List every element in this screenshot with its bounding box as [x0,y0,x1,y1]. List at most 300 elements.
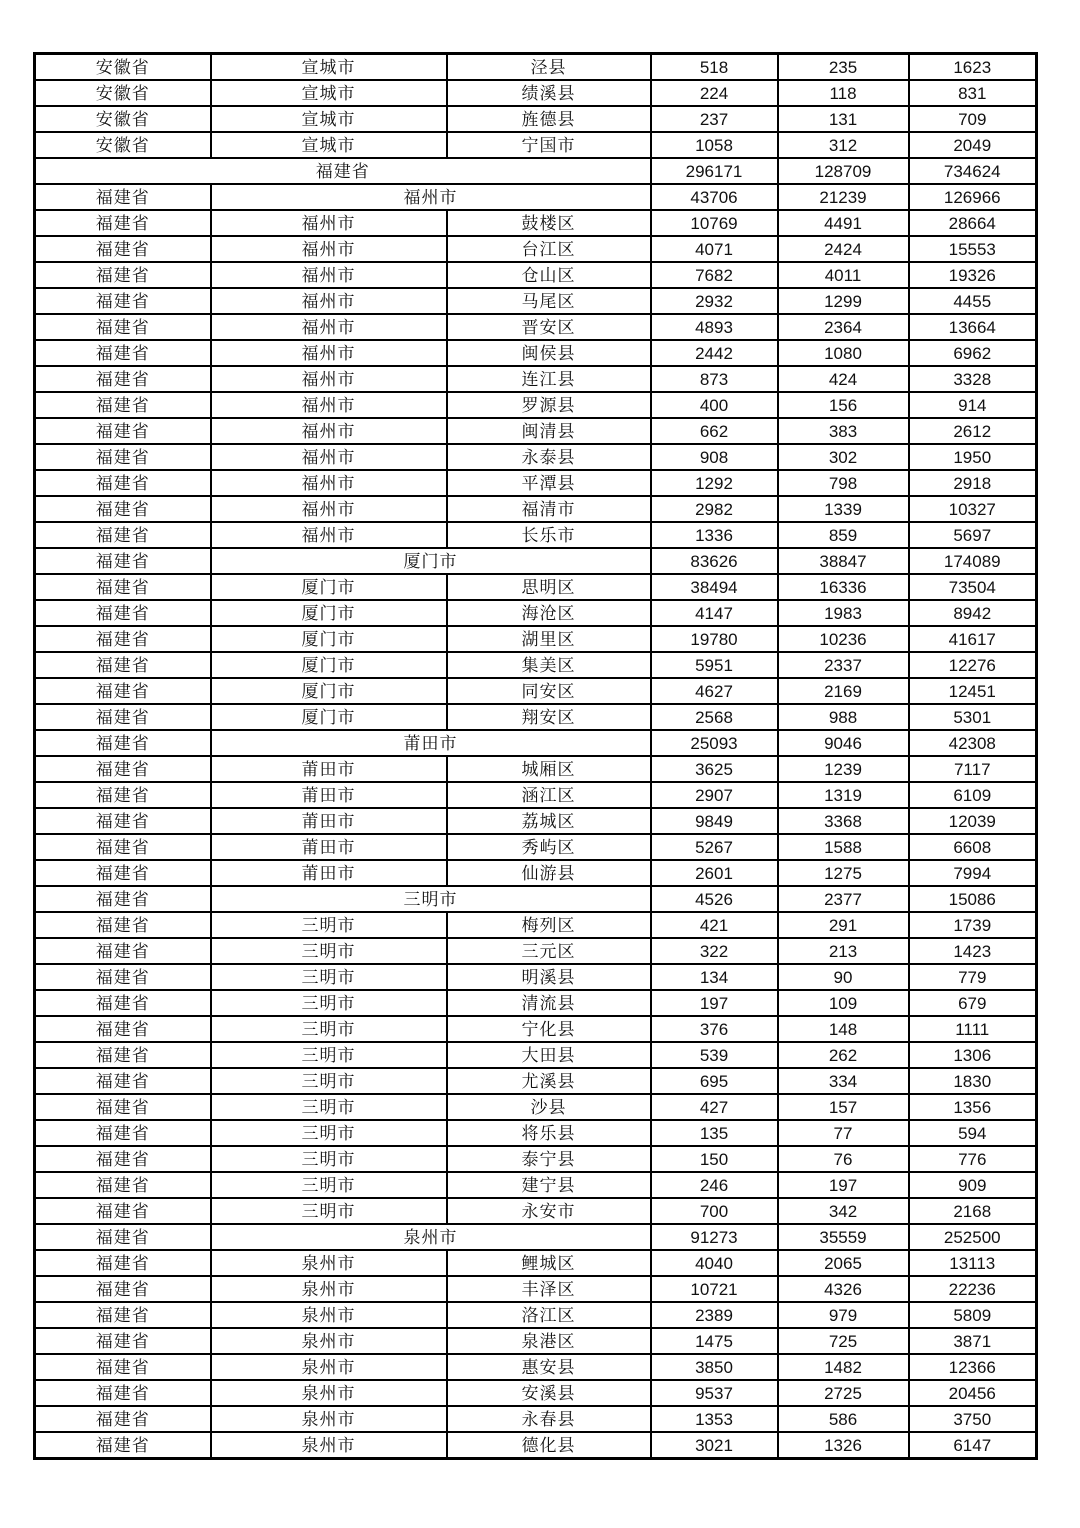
province-cell: 福建省 [35,210,211,236]
province-cell: 福建省 [35,912,211,938]
district-cell: 仙游县 [447,860,651,886]
value-cell: 1950 [909,444,1037,470]
value-cell: 10236 [778,626,909,652]
value-cell: 1239 [778,756,909,782]
province-cell: 福建省 [35,1120,211,1146]
province-cell: 福建省 [35,1146,211,1172]
city-cell: 泉州市 [211,1380,447,1406]
value-cell: 1292 [651,470,778,496]
province-cell: 福建省 [35,834,211,860]
district-cell: 闽侯县 [447,340,651,366]
city-cell: 三明市 [211,1042,447,1068]
province-cell: 福建省 [35,548,211,574]
table-row [35,782,1037,808]
value-cell: 776 [909,1146,1037,1172]
value-cell: 237 [651,106,778,132]
district-cell: 大田县 [447,1042,651,1068]
value-cell: 1588 [778,834,909,860]
district-cell: 仓山区 [447,262,651,288]
city-cell: 福州市 [211,210,447,236]
value-cell: 12451 [909,678,1037,704]
value-cell: 38494 [651,574,778,600]
district-cell: 集美区 [447,652,651,678]
district-cell: 泰宁县 [447,1146,651,1172]
value-cell: 135 [651,1120,778,1146]
province-cell: 福建省 [35,1276,211,1302]
value-cell: 1353 [651,1406,778,1432]
district-cell: 长乐市 [447,522,651,548]
province-cell: 福建省 [35,444,211,470]
value-cell: 2049 [909,132,1037,158]
province-cell: 福建省 [35,652,211,678]
value-cell: 12276 [909,652,1037,678]
value-cell: 91273 [651,1224,778,1250]
value-cell: 1623 [909,54,1037,81]
province-cell: 福建省 [35,678,211,704]
table-row [35,678,1037,704]
table-row [35,938,1037,964]
city-cell: 宣城市 [211,54,447,81]
value-cell: 157 [778,1094,909,1120]
value-cell: 873 [651,366,778,392]
value-cell: 376 [651,1016,778,1042]
table-row [35,886,1037,912]
table-row [35,1250,1037,1276]
value-cell: 252500 [909,1224,1037,1250]
value-cell: 5951 [651,652,778,678]
district-cell: 清流县 [447,990,651,1016]
table-row [35,964,1037,990]
district-cell: 宁国市 [447,132,651,158]
value-cell: 427 [651,1094,778,1120]
value-cell: 16336 [778,574,909,600]
table-row [35,1198,1037,1224]
value-cell: 709 [909,106,1037,132]
value-cell: 312 [778,132,909,158]
value-cell: 1423 [909,938,1037,964]
province-cell: 福建省 [35,1380,211,1406]
value-cell: 3750 [909,1406,1037,1432]
value-cell: 4455 [909,288,1037,314]
value-cell: 383 [778,418,909,444]
province-cell: 福建省 [35,262,211,288]
district-cell: 旌德县 [447,106,651,132]
district-cell: 湖里区 [447,626,651,652]
value-cell: 2337 [778,652,909,678]
value-cell: 2168 [909,1198,1037,1224]
table-row [35,756,1037,782]
value-cell: 20456 [909,1380,1037,1406]
district-cell: 马尾区 [447,288,651,314]
district-cell: 闽清县 [447,418,651,444]
value-cell: 909 [909,1172,1037,1198]
value-cell: 90 [778,964,909,990]
table-row [35,1354,1037,1380]
value-cell: 2982 [651,496,778,522]
city-total-cell: 莆田市 [211,730,651,756]
value-cell: 174089 [909,548,1037,574]
table-row [35,600,1037,626]
city-cell: 泉州市 [211,1406,447,1432]
value-cell: 25093 [651,730,778,756]
table-row [35,808,1037,834]
value-cell: 9537 [651,1380,778,1406]
value-cell: 5697 [909,522,1037,548]
city-cell: 福州市 [211,496,447,522]
value-cell: 4627 [651,678,778,704]
province-cell: 福建省 [35,938,211,964]
table-row [35,1016,1037,1042]
city-cell: 莆田市 [211,782,447,808]
value-cell: 1111 [909,1016,1037,1042]
value-cell: 4526 [651,886,778,912]
city-cell: 三明市 [211,990,447,1016]
table-row [35,730,1037,756]
district-cell: 泾县 [447,54,651,81]
table-row [35,132,1037,158]
city-cell: 福州市 [211,418,447,444]
table-row [35,990,1037,1016]
province-cell: 福建省 [35,756,211,782]
value-cell: 3850 [651,1354,778,1380]
value-cell: 302 [778,444,909,470]
province-cell: 福建省 [35,1172,211,1198]
province-cell: 福建省 [35,418,211,444]
city-cell: 三明市 [211,1068,447,1094]
province-total-cell: 福建省 [35,158,651,184]
value-cell: 19780 [651,626,778,652]
value-cell: 41617 [909,626,1037,652]
table-row [35,470,1037,496]
value-cell: 197 [651,990,778,1016]
district-cell: 梅列区 [447,912,651,938]
value-cell: 2377 [778,886,909,912]
district-cell: 永安市 [447,1198,651,1224]
value-cell: 5267 [651,834,778,860]
table-row [35,834,1037,860]
value-cell: 2389 [651,1302,778,1328]
table-row [35,1120,1037,1146]
city-cell: 福州市 [211,288,447,314]
value-cell: 15553 [909,236,1037,262]
value-cell: 246 [651,1172,778,1198]
value-cell: 988 [778,704,909,730]
table-row [35,1224,1037,1250]
table-row [35,1042,1037,1068]
district-cell: 德化县 [447,1432,651,1459]
district-cell: 惠安县 [447,1354,651,1380]
city-cell: 厦门市 [211,626,447,652]
district-cell: 将乐县 [447,1120,651,1146]
province-cell: 福建省 [35,1094,211,1120]
table-row [35,444,1037,470]
province-cell: 安徽省 [35,80,211,106]
value-cell: 2601 [651,860,778,886]
value-cell: 2918 [909,470,1037,496]
table-row [35,1068,1037,1094]
value-cell: 1983 [778,600,909,626]
city-cell: 宣城市 [211,106,447,132]
district-cell: 鼓楼区 [447,210,651,236]
province-cell: 福建省 [35,1406,211,1432]
city-cell: 福州市 [211,392,447,418]
value-cell: 1319 [778,782,909,808]
value-cell: 4071 [651,236,778,262]
value-cell: 662 [651,418,778,444]
province-cell: 安徽省 [35,106,211,132]
province-cell: 福建省 [35,1354,211,1380]
value-cell: 4893 [651,314,778,340]
district-cell: 三元区 [447,938,651,964]
city-cell: 三明市 [211,1094,447,1120]
province-cell: 福建省 [35,1224,211,1250]
value-cell: 156 [778,392,909,418]
province-cell: 福建省 [35,366,211,392]
value-cell: 22236 [909,1276,1037,1302]
district-cell: 丰泽区 [447,1276,651,1302]
table-row [35,1328,1037,1354]
value-cell: 235 [778,54,909,81]
value-cell: 4491 [778,210,909,236]
table-row [35,54,1037,81]
value-cell: 10327 [909,496,1037,522]
district-cell: 宁化县 [447,1016,651,1042]
value-cell: 914 [909,392,1037,418]
value-cell: 1475 [651,1328,778,1354]
city-total-cell: 福州市 [211,184,651,210]
value-cell: 586 [778,1406,909,1432]
province-cell: 福建省 [35,600,211,626]
value-cell: 831 [909,80,1037,106]
value-cell: 424 [778,366,909,392]
value-cell: 83626 [651,548,778,574]
value-cell: 1275 [778,860,909,886]
value-cell: 213 [778,938,909,964]
province-cell: 福建省 [35,964,211,990]
district-cell: 罗源县 [447,392,651,418]
province-cell: 福建省 [35,1068,211,1094]
value-cell: 3328 [909,366,1037,392]
value-cell: 13664 [909,314,1037,340]
value-cell: 10721 [651,1276,778,1302]
city-cell: 福州市 [211,444,447,470]
value-cell: 3871 [909,1328,1037,1354]
city-cell: 三明市 [211,964,447,990]
table-row [35,236,1037,262]
table-row [35,912,1037,938]
table-row [35,1146,1037,1172]
table-row [35,652,1037,678]
value-cell: 908 [651,444,778,470]
province-cell: 福建省 [35,1042,211,1068]
value-cell: 150 [651,1146,778,1172]
value-cell: 73504 [909,574,1037,600]
province-cell: 福建省 [35,1432,211,1459]
province-cell: 福建省 [35,730,211,756]
value-cell: 77 [778,1120,909,1146]
city-cell: 莆田市 [211,808,447,834]
district-cell: 福清市 [447,496,651,522]
value-cell: 38847 [778,548,909,574]
value-cell: 131 [778,106,909,132]
province-cell: 福建省 [35,1302,211,1328]
city-cell: 莆田市 [211,756,447,782]
value-cell: 2364 [778,314,909,340]
city-cell: 泉州市 [211,1354,447,1380]
city-cell: 三明市 [211,1146,447,1172]
value-cell: 3021 [651,1432,778,1459]
value-cell: 2907 [651,782,778,808]
value-cell: 1339 [778,496,909,522]
value-cell: 342 [778,1198,909,1224]
province-cell: 福建省 [35,184,211,210]
value-cell: 421 [651,912,778,938]
province-cell: 安徽省 [35,132,211,158]
value-cell: 5301 [909,704,1037,730]
table-row [35,626,1037,652]
value-cell: 779 [909,964,1037,990]
district-cell: 鲤城区 [447,1250,651,1276]
table-row [35,1406,1037,1432]
value-cell: 4011 [778,262,909,288]
district-cell: 安溪县 [447,1380,651,1406]
province-cell: 福建省 [35,574,211,600]
value-cell: 4326 [778,1276,909,1302]
value-cell: 19326 [909,262,1037,288]
value-cell: 1739 [909,912,1037,938]
table-row [35,548,1037,574]
city-cell: 福州市 [211,470,447,496]
value-cell: 7117 [909,756,1037,782]
city-total-cell: 厦门市 [211,548,651,574]
district-cell: 城厢区 [447,756,651,782]
city-total-cell: 三明市 [211,886,651,912]
value-cell: 3368 [778,808,909,834]
city-cell: 泉州市 [211,1328,447,1354]
table-row [35,314,1037,340]
city-cell: 厦门市 [211,574,447,600]
province-cell: 福建省 [35,1198,211,1224]
table-row [35,340,1037,366]
district-cell: 晋安区 [447,314,651,340]
district-cell: 洛江区 [447,1302,651,1328]
value-cell: 334 [778,1068,909,1094]
value-cell: 6608 [909,834,1037,860]
table-row [35,704,1037,730]
city-cell: 厦门市 [211,652,447,678]
value-cell: 5809 [909,1302,1037,1328]
province-cell: 福建省 [35,340,211,366]
city-cell: 泉州市 [211,1432,447,1459]
province-cell: 福建省 [35,1250,211,1276]
value-cell: 109 [778,990,909,1016]
table-row [35,574,1037,600]
value-cell: 21239 [778,184,909,210]
province-cell: 福建省 [35,704,211,730]
city-cell: 福州市 [211,314,447,340]
table-row [35,80,1037,106]
district-cell: 绩溪县 [447,80,651,106]
value-cell: 2568 [651,704,778,730]
table-row [35,158,1037,184]
value-cell: 518 [651,54,778,81]
value-cell: 700 [651,1198,778,1224]
value-cell: 2612 [909,418,1037,444]
value-cell: 2725 [778,1380,909,1406]
province-cell: 安徽省 [35,54,211,81]
table-row [35,210,1037,236]
value-cell: 28664 [909,210,1037,236]
value-cell: 1080 [778,340,909,366]
value-cell: 118 [778,80,909,106]
value-cell: 859 [778,522,909,548]
value-cell: 291 [778,912,909,938]
district-cell: 连江县 [447,366,651,392]
value-cell: 725 [778,1328,909,1354]
value-cell: 6147 [909,1432,1037,1459]
city-cell: 三明市 [211,912,447,938]
province-cell: 福建省 [35,496,211,522]
district-cell: 秀屿区 [447,834,651,860]
district-cell: 翔安区 [447,704,651,730]
table-row [35,392,1037,418]
table-row [35,1380,1037,1406]
value-cell: 43706 [651,184,778,210]
value-cell: 734624 [909,158,1037,184]
province-cell: 福建省 [35,886,211,912]
value-cell: 2442 [651,340,778,366]
province-cell: 福建省 [35,1328,211,1354]
city-cell: 三明市 [211,1016,447,1042]
value-cell: 594 [909,1120,1037,1146]
district-cell: 台江区 [447,236,651,262]
value-cell: 224 [651,80,778,106]
value-cell: 1326 [778,1432,909,1459]
city-cell: 三明市 [211,938,447,964]
province-cell: 福建省 [35,392,211,418]
district-cell: 尤溪县 [447,1068,651,1094]
value-cell: 1830 [909,1068,1037,1094]
table-row [35,366,1037,392]
table-row [35,1276,1037,1302]
city-cell: 三明市 [211,1172,447,1198]
table-row [35,1094,1037,1120]
value-cell: 4147 [651,600,778,626]
value-cell: 6962 [909,340,1037,366]
value-cell: 12366 [909,1354,1037,1380]
region-table-body [35,54,1037,1459]
table-row [35,184,1037,210]
table-row [35,418,1037,444]
value-cell: 2932 [651,288,778,314]
value-cell: 35559 [778,1224,909,1250]
value-cell: 7994 [909,860,1037,886]
city-cell: 莆田市 [211,860,447,886]
city-cell: 莆田市 [211,834,447,860]
table-row [35,1302,1037,1328]
value-cell: 2065 [778,1250,909,1276]
value-cell: 9849 [651,808,778,834]
city-cell: 三明市 [211,1198,447,1224]
value-cell: 4040 [651,1250,778,1276]
value-cell: 12039 [909,808,1037,834]
value-cell: 42308 [909,730,1037,756]
value-cell: 128709 [778,158,909,184]
value-cell: 262 [778,1042,909,1068]
city-cell: 福州市 [211,262,447,288]
city-cell: 福州市 [211,522,447,548]
value-cell: 2424 [778,236,909,262]
